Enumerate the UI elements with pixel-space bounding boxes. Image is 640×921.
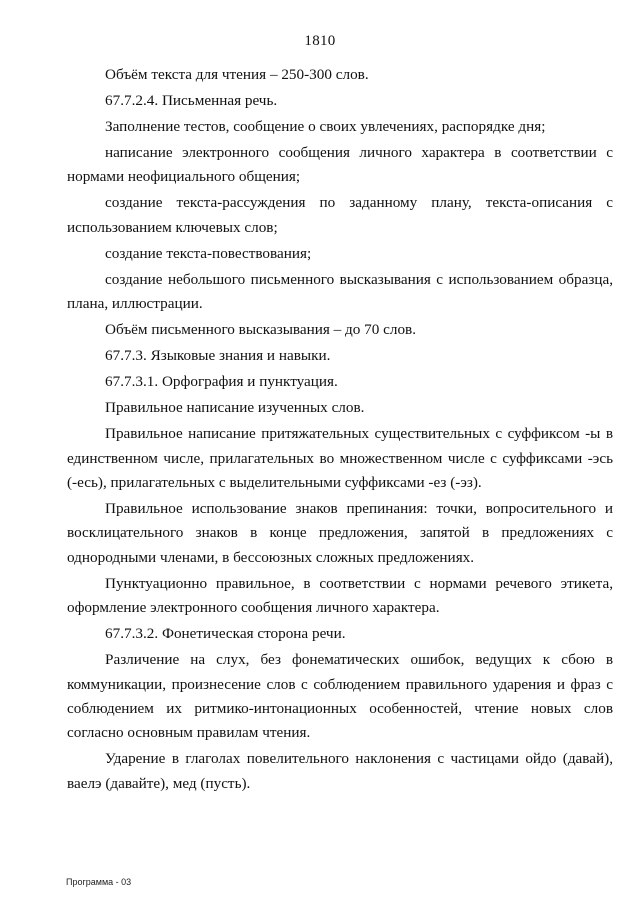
paragraph-reasoning-text: создание текста-рассуждения по заданному плану, текста-описания с использованием ключевых слов; [67,194,613,236]
paragraph-punctuation-etiquette: Пунктуационно правильное, в соответствии с нормами речевого этикета, оформление электронного сообщения личного характера. [67,574,613,617]
section-heading-orthography: 67.7.3.1. Орфография и пунктуация. [105,373,338,391]
paragraph-statement-volume: Объём письменного высказывания – до 70 слов. [105,321,417,339]
paragraph-electronic-message: написание электронного сообщения личного характера в соответствии с нормами неофициального общения; [67,144,613,186]
paragraph-stress-imperative: Ударение в глаголах повелительного наклонения с частицами ойдо (давай), ваелэ (давайте), мед (пусть). [67,750,613,792]
footer-program-label: Программа - 03 [66,877,132,887]
paragraph-narrative-text: создание текста-повествования; [105,244,312,262]
paragraph-filling-tests: Заполнение тестов, сообщение о своих увлечениях, распорядке дня; [105,118,546,135]
paragraph-short-statement: создание небольшого письменного высказывания с использованием образца, плана, иллюстрации. [67,270,613,313]
page-number: 1810 [304,33,336,49]
paragraph-reading-volume: Объём текста для чтения – 250-300 слов. [105,66,369,83]
paragraph-correct-spelling: Правильное написание изученных слов. [105,399,365,417]
section-heading-phonetics: 67.7.3.2. Фонетическая сторона речи. [105,625,346,643]
paragraph-listening-discrimination: Различение на слух, без фонематических ошибок, ведущих к сбою в коммуникации, произнесение слов с соблюдением правильного ударения и фраз с соблюдением их ритмико-интонационных особенностей, чтение новых слов согласно основным правилам чтения. [67,651,613,742]
section-heading-written-speech: 67.7.2.4. Письменная речь. [105,92,278,109]
document-body [67,63,613,798]
section-heading-language-knowledge: 67.7.3. Языковые знания и навыки. [105,347,331,365]
paragraph-suffix-spelling: Правильное написание притяжательных существительных с суффиксом -ы в единственном числе, прилагательных во множественном числе с суффиксами -эсь (-есь), прилагательных с выделительными суффиксами -ез (-эз). [67,425,613,492]
paragraph-punctuation: Правильное использование знаков препинания: точки, вопросительного и восклицательного знаков в конце предложения, запятой в предложениях с однородными членами, в бессоюзных сложных предложениях. [67,500,613,566]
